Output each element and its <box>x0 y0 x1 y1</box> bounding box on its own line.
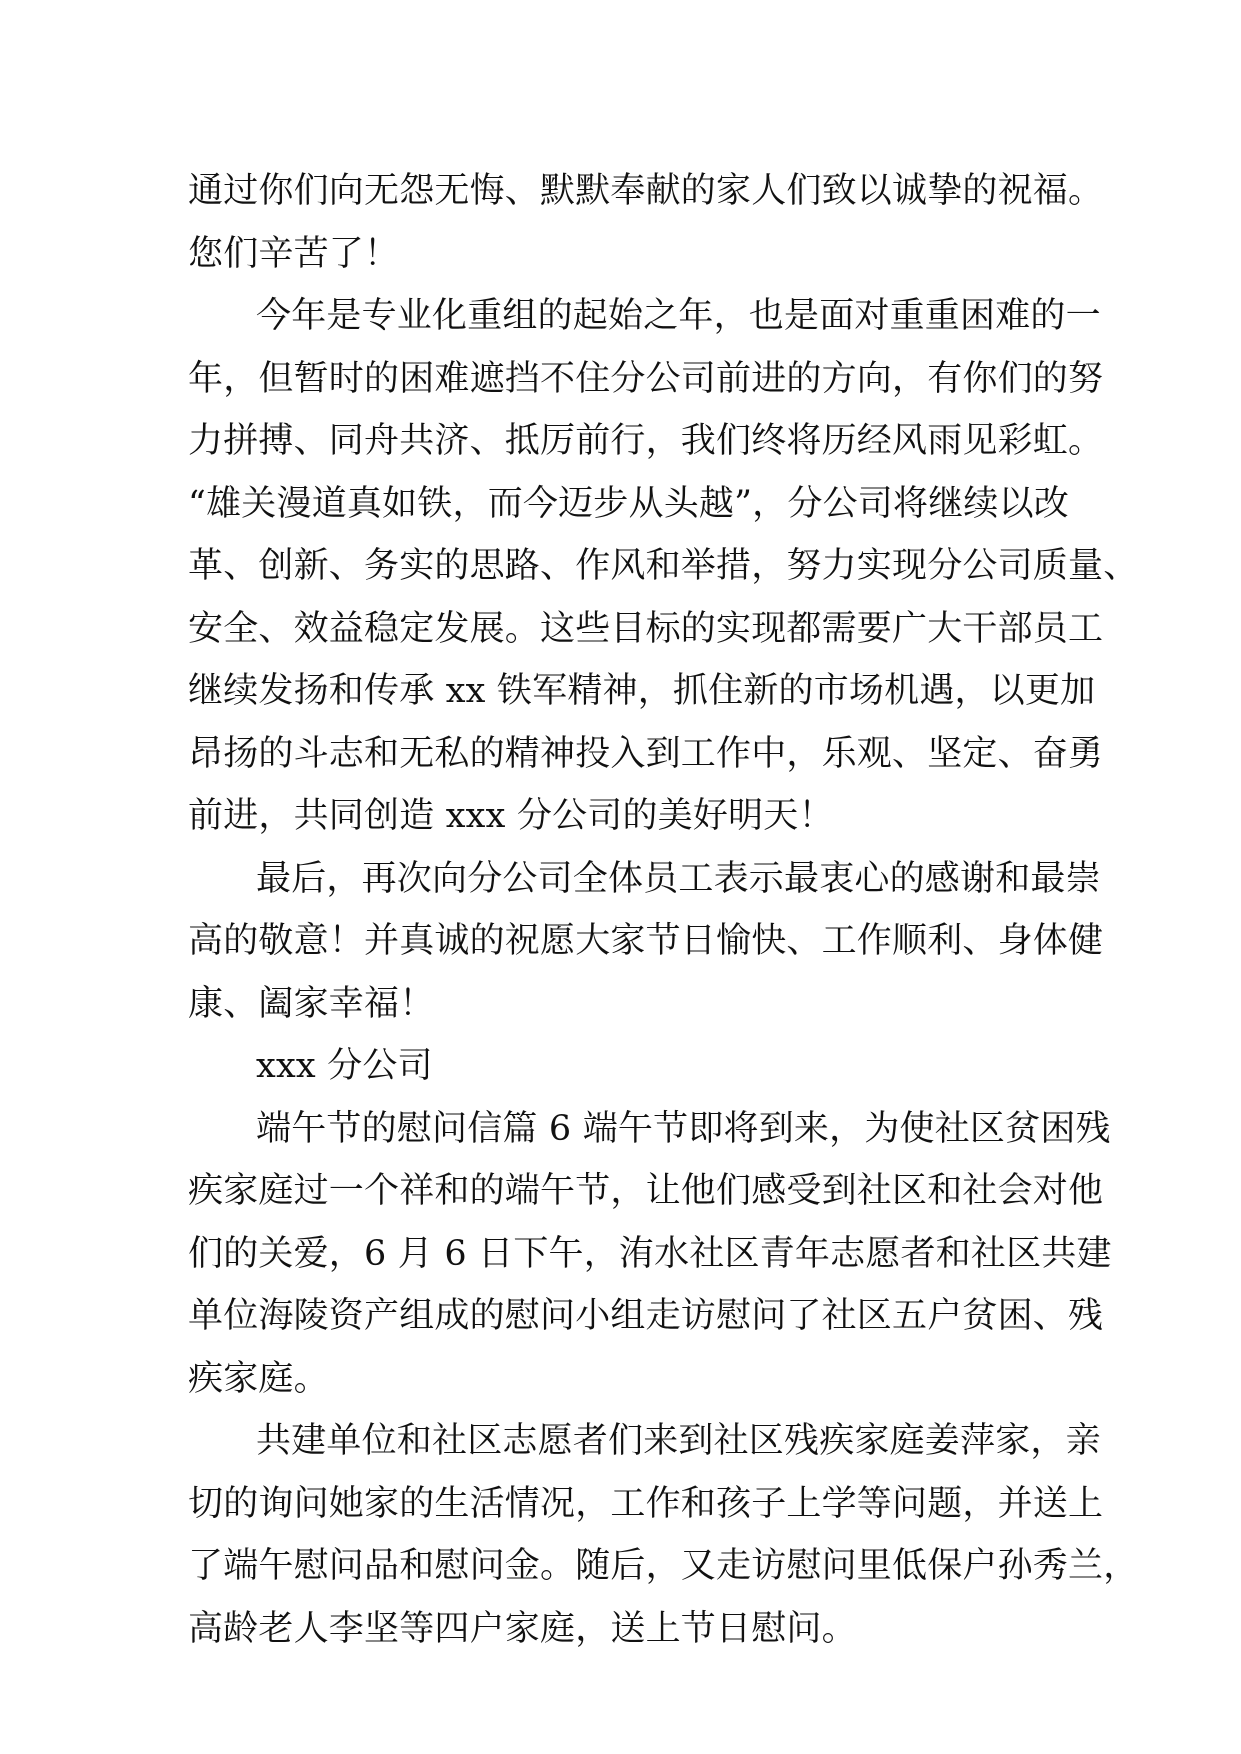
text-line: 继续发扬和传承 xx 铁军精神，抓住新的市场机遇，以更加 <box>188 671 1096 711</box>
text-line: 了端午慰问品和慰问金。随后，又走访慰问里低保户孙秀兰， <box>188 1546 1139 1586</box>
text-line: 疾家庭过一个祥和的端午节，让他们感受到社区和社会对他 <box>188 1171 1104 1211</box>
text-line: 通过你们向无怨无悔、默默奉献的家人们致以诚挚的祝福。 <box>188 171 1104 211</box>
text-line: 切的询问她家的生活情况，工作和孩子上学等问题，并送上 <box>188 1483 1104 1524</box>
text-line: 力拼搏、同舟共济、抵厉前行，我们终将历经风雨见彩虹。 <box>188 421 1104 461</box>
signature-line: xxx 分公司 <box>256 1046 433 1086</box>
text-line: 们的关爱，6 月 6 日下午，洧水社区青年志愿者和社区共建 <box>188 1233 1112 1274</box>
text-line: 康、阖家幸福！ <box>188 983 435 1024</box>
text-line: 疾家庭。 <box>188 1358 329 1399</box>
paragraph-first-line: 共建单位和社区志愿者们来到社区残疾家庭姜萍家，亲 <box>256 1421 1101 1461</box>
text-line: 昂扬的斗志和无私的精神投入到工作中，乐观、坚定、奋勇 <box>188 733 1104 774</box>
text-line: 前进，共同创造 xxx 分公司的美好明天！ <box>188 796 834 836</box>
text-line: “雄关漫道真如铁，而今迈步从头越”，分公司将继续以改 <box>188 483 1069 524</box>
paragraph-first-line: 最后，再次向分公司全体员工表示最衷心的感谢和最崇 <box>256 858 1101 899</box>
text-line: 安全、效益稳定发展。这些目标的实现都需要广大干部员工 <box>188 608 1104 649</box>
letter-body <box>188 160 1139 1660</box>
text-line: 革、创新、务实的思路、作风和举措，努力实现分公司质量、 <box>188 546 1139 586</box>
text-line: 高龄老人李坚等四户家庭，送上节日慰问。 <box>188 1608 857 1649</box>
text-line: 单位海陵资产组成的慰问小组走访慰问了社区五户贫困、残 <box>188 1296 1104 1336</box>
paragraph-first-line: 端午节的慰问信篇 6 端午节即将到来，为使社区贫困残 <box>256 1108 1111 1149</box>
text-line: 高的敬意！并真诚的祝愿大家节日愉快、工作顺利、身体健 <box>188 921 1104 961</box>
text-line: 您们辛苦了！ <box>188 233 400 274</box>
paragraph-first-line: 今年是专业化重组的起始之年，也是面对重重困难的一 <box>256 296 1101 336</box>
text-line: 年，但暂时的困难遮挡不住分公司前进的方向，有你们的努 <box>188 358 1104 399</box>
